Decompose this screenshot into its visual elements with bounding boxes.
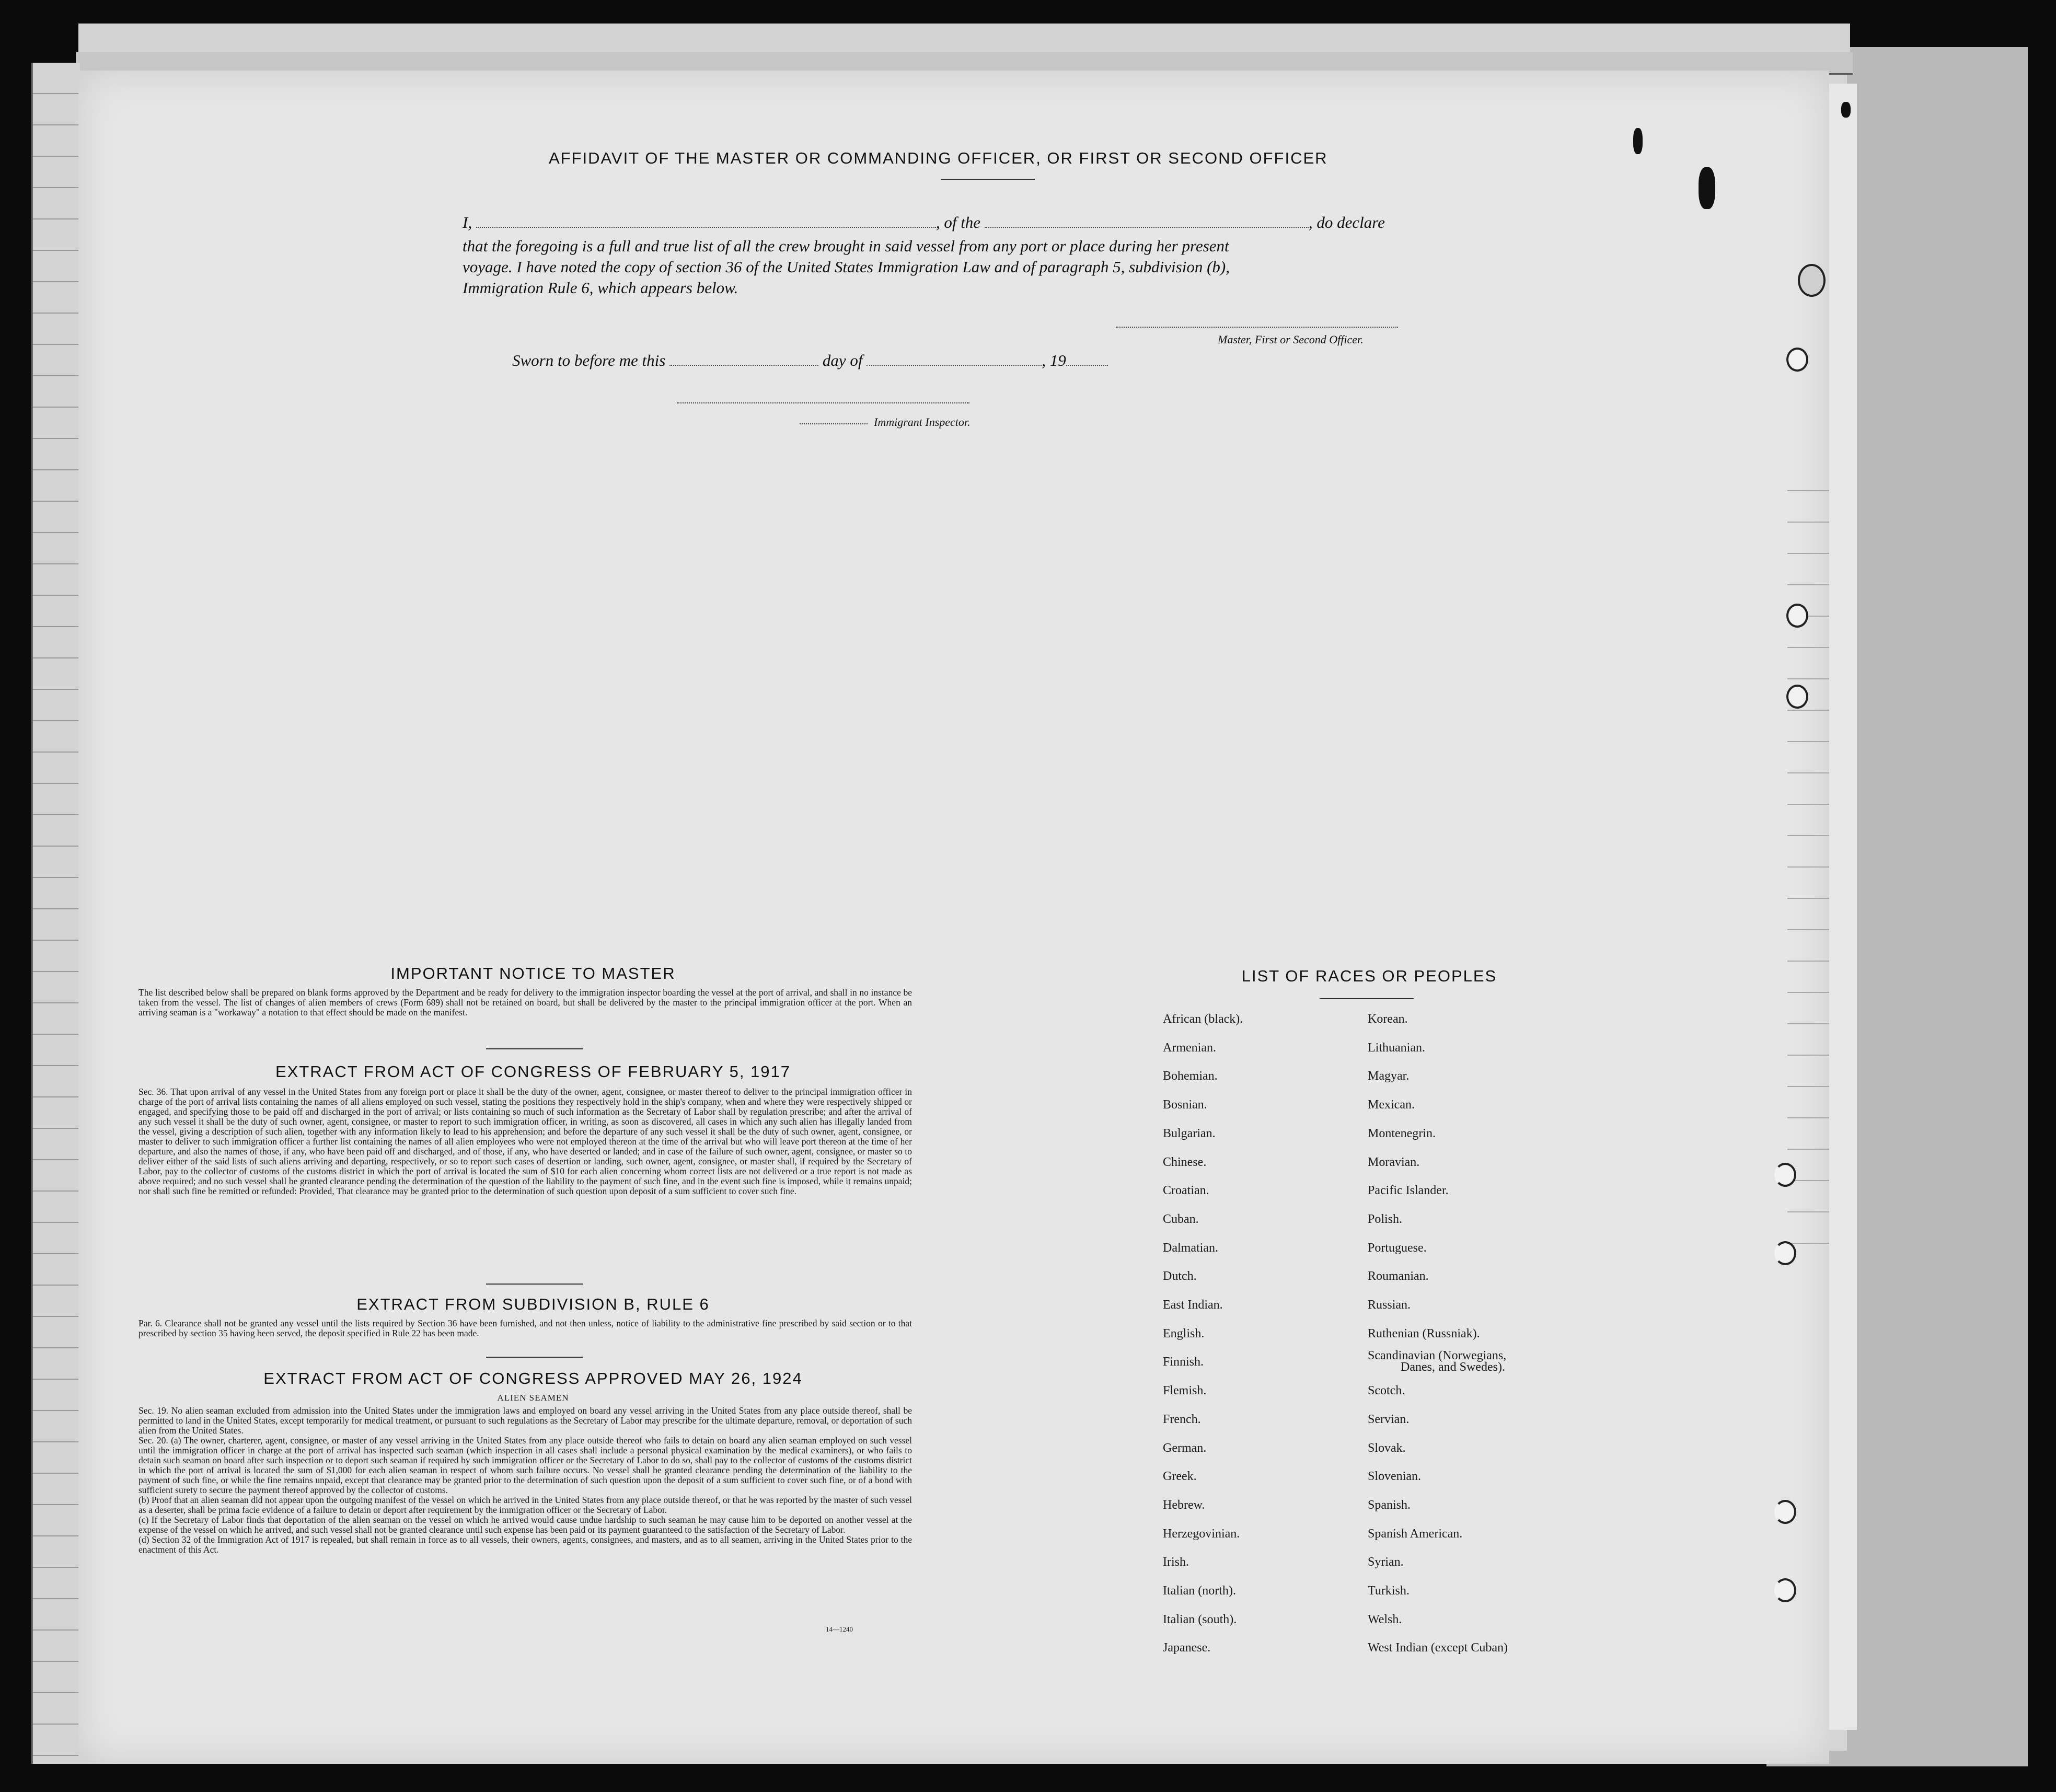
race-item: Portuguese. xyxy=(1368,1241,1427,1255)
rule6-title: EXTRACT FROM SUBDIVISION B, RULE 6 xyxy=(356,1295,710,1313)
race-item: Magyar. xyxy=(1368,1069,1410,1083)
race-item: Turkish. xyxy=(1368,1584,1410,1598)
affidavit-title: AFFIDAVIT OF THE MASTER OR COMMANDING OFFICER, OR FIRST OR SECOND OFFICER xyxy=(549,149,1328,167)
race-item: East Indian. xyxy=(1163,1298,1223,1312)
extract-1924-title: EXTRACT FROM ACT OF CONGRESS APPROVED MAY 26, 1924 xyxy=(263,1369,803,1388)
race-item: Slovenian. xyxy=(1368,1470,1421,1484)
race-item: Ruthenian (Russniak). xyxy=(1368,1326,1480,1340)
extract-1924-paragraph: Sec. 19. No alien seaman excluded from admission into the United States under the immigration laws and employed on board any vessel arriving in the United States from any place outside thereof, shall be permitted to land in the United States, except temporarily for medical treatment, or pursuant to such regulations as the Secretary of Labor may prescribe for the ultimate departure, removal, or deportation of such alien from the United States. xyxy=(138,1405,912,1436)
punch-hole xyxy=(1774,1578,1796,1602)
race-item: Scandinavian (Norwegians, xyxy=(1368,1349,1507,1363)
race-item: Armenian. xyxy=(1163,1040,1216,1055)
race-item: Polish. xyxy=(1368,1212,1403,1226)
punch-hole xyxy=(1774,1241,1796,1265)
punch-hole xyxy=(1786,348,1808,372)
extract-1924-subtitle: ALIEN SEAMEN xyxy=(497,1393,569,1403)
race-item: Spanish. xyxy=(1368,1498,1411,1512)
race-item: Korean. xyxy=(1368,1012,1408,1026)
punch-hole xyxy=(1786,604,1808,628)
divider xyxy=(486,1284,583,1285)
extract-1924-paragraph: (b) Proof that an alien seaman did not appear upon the outgoing manifest of the vessel on which he arrived in the United States from any place outside thereof, or that he was reported by the master of such vessel as a deserter, shall be prima facie evidence of a failure to detain or deport after requirement by the immigration officer or the Secretary of Labor. xyxy=(138,1495,912,1515)
affidavit-line-4: Immigration Rule 6, which appears below. xyxy=(463,279,738,297)
race-item: Syrian. xyxy=(1368,1555,1404,1569)
punch-hole xyxy=(1774,1500,1796,1524)
left-sheet-edge xyxy=(31,63,80,1764)
master-signature-label: Master, First or Second Officer. xyxy=(1218,333,1364,346)
race-item: Dalmatian. xyxy=(1163,1241,1218,1255)
inspector-signature-line xyxy=(677,402,969,403)
notice-title: IMPORTANT NOTICE TO MASTER xyxy=(390,964,676,982)
race-item: German. xyxy=(1163,1441,1207,1455)
race-item: Japanese. xyxy=(1163,1641,1211,1655)
race-item: Greek. xyxy=(1163,1470,1197,1484)
race-item: Hebrew. xyxy=(1163,1498,1205,1512)
divider xyxy=(486,1048,583,1049)
race-item: African (black). xyxy=(1163,1012,1243,1026)
ink-smudge xyxy=(1633,128,1643,154)
extract-1924-paragraph: (d) Section 32 of the Immigration Act of 1917 is repealed, but shall remain in force as to all vessels, their owners, agents, consignees, and masters, and as to all seamen, arriving in the United States prior to the enactment of this Act. xyxy=(138,1534,912,1555)
race-item: Pacific Islander. xyxy=(1368,1184,1449,1198)
form-number: 14—1240 xyxy=(826,1625,853,1633)
race-item: Russian. xyxy=(1368,1298,1411,1312)
race-item: Italian (north). xyxy=(1163,1584,1236,1598)
race-item: Dutch. xyxy=(1163,1269,1197,1284)
race-item: Bulgarian. xyxy=(1163,1126,1216,1140)
punch-hole xyxy=(1774,1163,1796,1187)
inspector-dots xyxy=(800,423,868,424)
divider xyxy=(486,1357,583,1358)
race-item: West Indian (except Cuban) xyxy=(1368,1641,1508,1655)
divider xyxy=(941,179,1035,180)
affidavit-line-3: voyage. I have noted the copy of section 36 of the United States Immigration Law and of paragraph 5, subdivision (b), xyxy=(463,258,1230,276)
extract-1917-text: Sec. 36. That upon arrival of any vessel in the United States from any foreign port or place it shall be the duty of the owner, agent, consignee, or master thereof to deliver to the principal immigration officer in charge of the port of arrival lists containing the names of all aliens employed on such vessel, stating the positions they respectively hold in the ship's company, when and where they were respectively shipped or engaged, and specifying those to be paid off and discharged in the port of arrival; or lists containing so much of such information as the Secretary of Labor shall by regulation prescribe; and after the arrival of any such vessel it shall be the duty of such owner, agent, consignee, or master to report to such immigration officer, in writing, as soon as discovered, all cases in which any such alien has illegally landed from the vessel, giving a description of such alien, together with any information likely to lead to his apprehension; and before the departure of any such vessel it shall be the duty of such owner, agent, consignee, or master to deliver to such immigration officer a further list containing the names of all alien employees who were not employed thereon at the time of the arrival but who will leave port thereon at the time of her departure, and also the names of those, if any, who have been paid off and discharged, and of those, if any, who have deserted or landed; and in case of the failure of such owner, agent, consignee, or master so to deliver either of the said lists of such aliens arriving and departing, respectively, or so to report such cases of desertion or landing, such owner, agent, consignee, or master shall, if required by the Secretary of Labor, pay to the collector of customs of the customs district in which the port of arrival is located the sum of $10 for each alien concerning whom correct lists are not delivered or a true report is not made as above required; and no such vessel shall be granted clearance pending the determination of the question of the liability to the payment of such fine, and in the event such fine is imposed, while it remains unpaid; nor shall such fine be remitted or refunded: Provided, That clearance may be granted prior to the determination of such question upon deposit of a sum sufficient to cover such fine. xyxy=(138,1086,912,1196)
extract-1917-title: EXTRACT FROM ACT OF CONGRESS OF FEBRUARY 5, 1917 xyxy=(275,1062,791,1081)
race-item: French. xyxy=(1163,1412,1201,1426)
affidavit-line-1: I, , of the , do declare xyxy=(463,213,1385,232)
race-item: Montenegrin. xyxy=(1368,1126,1436,1140)
race-item: English. xyxy=(1163,1326,1205,1340)
race-item: Slovak. xyxy=(1368,1441,1406,1455)
rule6-text: Par. 6. Clearance shall not be granted any vessel until the lists required by Section 36 have been furnished, and not then unless, notice of liability to the administrative fine prescribed by said section or to that prescribed by section 35 having been served, the deposit specified in Rule 22 has been made. xyxy=(138,1318,912,1338)
race-item: Lithuanian. xyxy=(1368,1040,1425,1055)
race-item: Finnish. xyxy=(1163,1355,1204,1369)
extract-1924-paragraph: Sec. 20. (a) The owner, charterer, agent, consignee, or master of any vessel arriving in the United States from any place outside thereof who fails to detain on board any alien seaman employed on such vessel until the immigration officer in charge at the port of arrival has inspected such seaman (which inspection in all cases shall include a personal physical examination by the medical examiners), or who fails to detain such seaman on board after such inspection or to deport such seaman if required by such immigration officer or the Secretary of Labor to do so, shall pay to the collector of customs of the customs district in which the port of arrival is located the sum of $1,000 for each alien seaman in respect of whom such failure occurs. No vessel shall be granted clearance pending the determination of the liability to the payment of such fine, or while the fine remains unpaid, except that clearance may be granted prior to the determination of such question upon the deposit of a sum sufficient to cover such fine, or of a bond with sufficient surety to secure the payment thereof approved by the collector of customs. xyxy=(138,1435,912,1495)
race-item: Bohemian. xyxy=(1163,1069,1218,1083)
master-signature-line xyxy=(1116,327,1398,328)
ink-smudge xyxy=(1699,167,1715,209)
race-item-continuation: Danes, and Swedes). xyxy=(1401,1360,1505,1374)
sworn-line: Sworn to before me this day of , 19 xyxy=(512,351,1108,370)
punch-hole xyxy=(1786,685,1808,709)
race-item: Servian. xyxy=(1368,1412,1410,1426)
race-item: Bosnian. xyxy=(1163,1098,1207,1112)
grid-lines xyxy=(1787,460,1829,1244)
binder-clip xyxy=(1798,264,1826,297)
race-item: Chinese. xyxy=(1163,1155,1207,1169)
race-item: Croatian. xyxy=(1163,1184,1209,1198)
extract-1924-text xyxy=(138,1406,912,1555)
race-item: Flemish. xyxy=(1163,1384,1207,1398)
race-item: Herzegovinian. xyxy=(1163,1527,1240,1541)
race-item: Scotch. xyxy=(1368,1384,1405,1398)
notice-text: The list described below shall be prepared on blank forms approved by the Department and be ready for delivery to the immigration inspector boarding the vessel at the port of arrival, and shall in no instance be taken from the vessel. The list of changes of alien members of crews (Form 689) shall not be retained on board, but shall be delivered by the master to the principal immigration officer at the port. When an arriving seaman is a "workaway" a notation to that effect should be made on the manifest. xyxy=(138,987,912,1018)
inspector-label: Immigrant Inspector. xyxy=(874,415,971,429)
race-item: Welsh. xyxy=(1368,1612,1402,1626)
affidavit-line-2: that the foregoing is a full and true list of all the crew brought in said vessel from any port or place during her present xyxy=(463,237,1229,255)
ink-smudge xyxy=(1841,102,1851,118)
race-item: Spanish American. xyxy=(1368,1527,1463,1541)
race-item: Roumanian. xyxy=(1368,1269,1429,1284)
race-item: Italian (south). xyxy=(1163,1612,1237,1626)
races-title: LIST OF RACES OR PEOPLES xyxy=(1241,967,1497,985)
race-item: Cuban. xyxy=(1163,1212,1199,1226)
race-item: Moravian. xyxy=(1368,1155,1420,1169)
extract-1924-paragraph: (c) If the Secretary of Labor finds that deportation of the alien seaman on the vessel on which he arrived would cause undue hardship to such seaman he may cause him to be deported on another vessel at the expense of the vessel on which he arrived, and such vessel shall not be granted clearance until such expense has been paid or its payment guaranteed to the satisfaction of the Secretary of Labor. xyxy=(138,1514,912,1535)
divider xyxy=(1320,998,1414,999)
race-item: Mexican. xyxy=(1368,1098,1415,1112)
race-item: Irish. xyxy=(1163,1555,1189,1569)
